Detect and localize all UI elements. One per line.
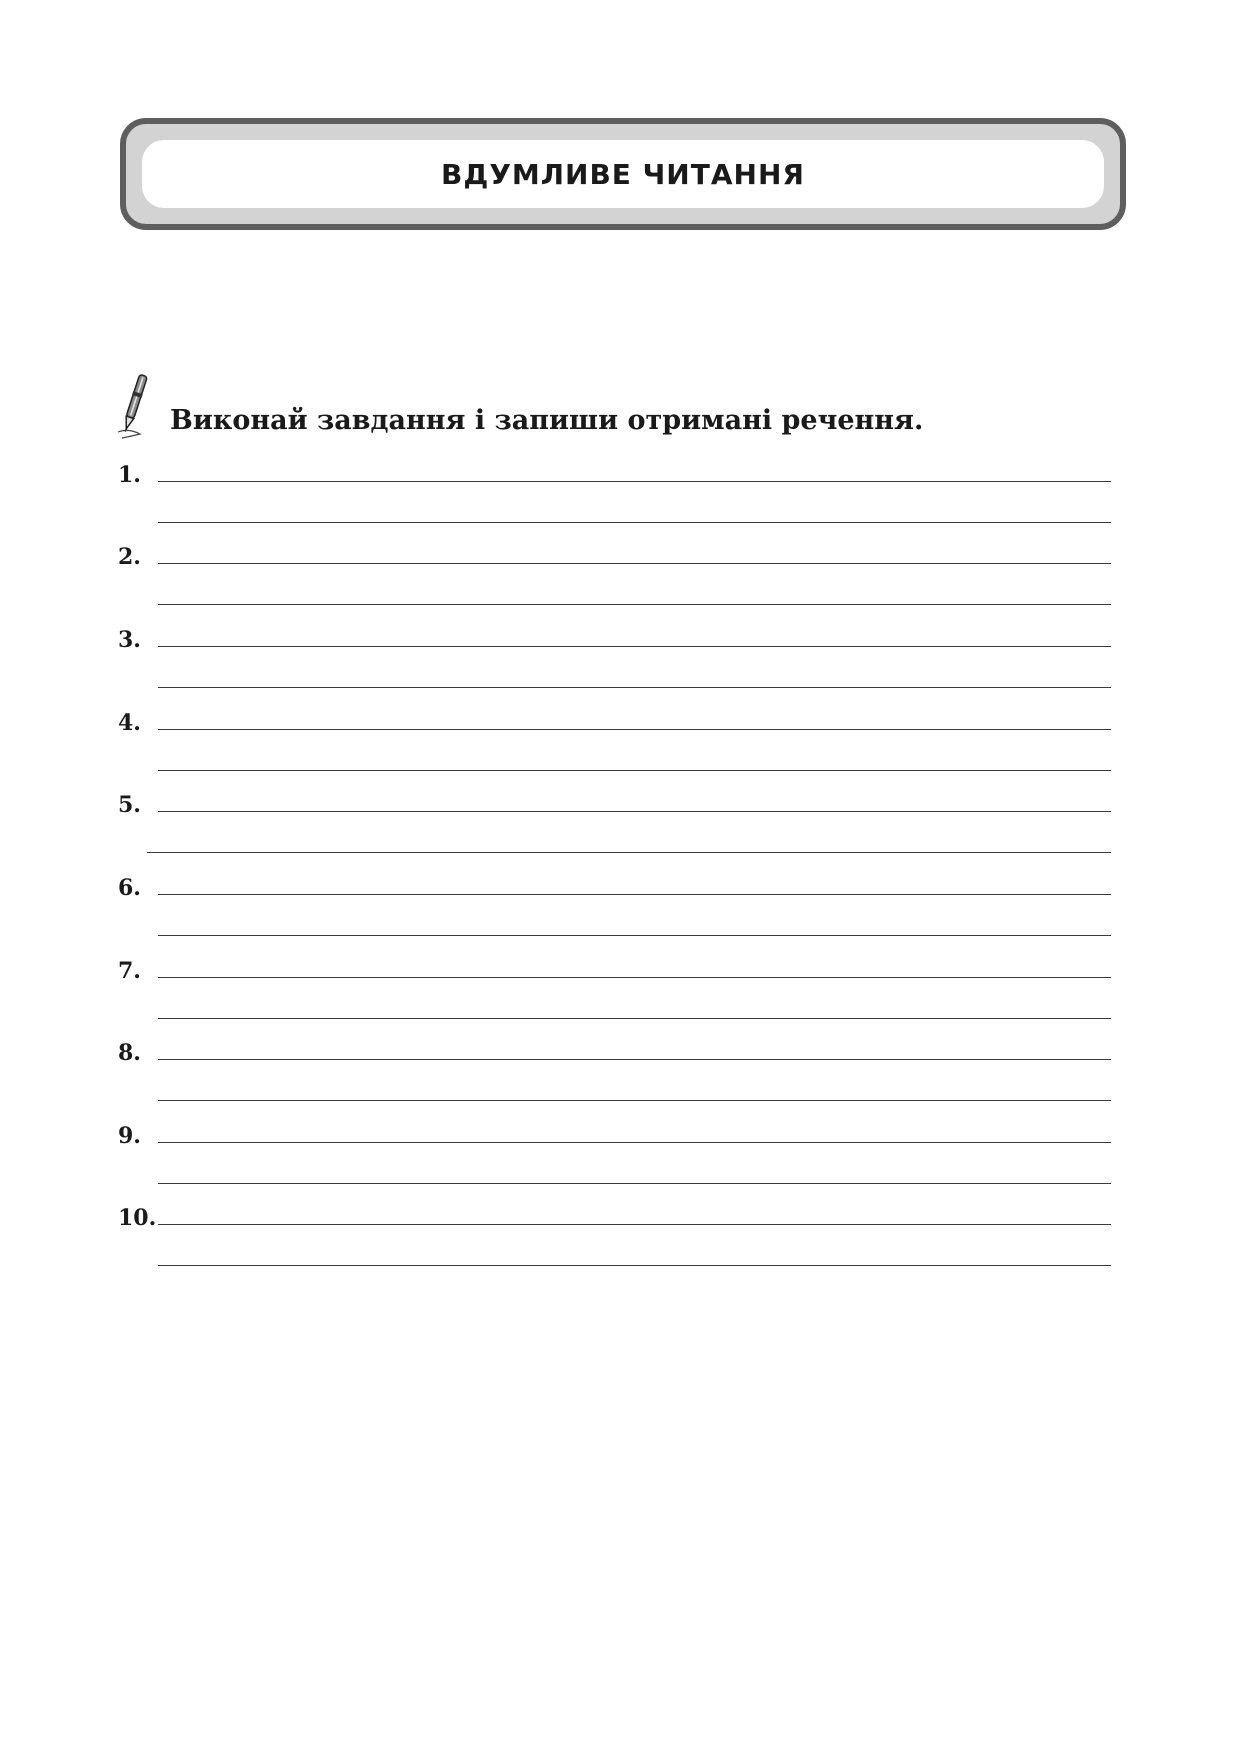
answer-line[interactable] [158, 646, 1111, 647]
item-number-4: 4. [118, 710, 141, 736]
answer-line[interactable] [158, 977, 1111, 978]
item-number-2: 2. [118, 544, 141, 570]
answer-line[interactable] [158, 770, 1111, 771]
item-number-5: 5. [118, 792, 141, 818]
answer-line[interactable] [158, 1142, 1111, 1143]
item-number-6: 6. [118, 875, 141, 901]
title-banner [120, 118, 1126, 230]
task-instruction [116, 370, 923, 440]
answer-line[interactable] [158, 1265, 1111, 1266]
answer-line[interactable] [158, 935, 1111, 936]
item-number-10: 10. [118, 1205, 157, 1231]
answer-line[interactable] [158, 1100, 1111, 1101]
answer-line[interactable] [158, 894, 1111, 895]
answer-line[interactable] [158, 687, 1111, 688]
answer-line[interactable] [158, 811, 1111, 812]
answer-line[interactable] [158, 563, 1111, 564]
answer-line[interactable] [158, 1183, 1111, 1184]
item-number-9: 9. [118, 1123, 141, 1149]
item-number-1: 1. [118, 462, 141, 488]
answer-line[interactable] [158, 481, 1111, 482]
instruction-text: Виконай завдання і запиши отримані речення. [170, 405, 924, 436]
answer-line[interactable] [158, 522, 1111, 523]
answer-line[interactable] [158, 1224, 1111, 1225]
item-number-3: 3. [118, 627, 141, 653]
title-banner-inner [142, 140, 1104, 208]
answer-line[interactable] [158, 729, 1111, 730]
answer-line[interactable] [158, 1018, 1111, 1019]
answer-line[interactable] [158, 604, 1111, 605]
page-title: ВДУМЛИВЕ ЧИТАННЯ [441, 157, 805, 191]
item-number-8: 8. [118, 1040, 141, 1066]
pen-icon [116, 370, 152, 440]
answer-line[interactable] [147, 852, 1111, 853]
answer-line[interactable] [158, 1059, 1111, 1060]
item-number-7: 7. [118, 958, 141, 984]
